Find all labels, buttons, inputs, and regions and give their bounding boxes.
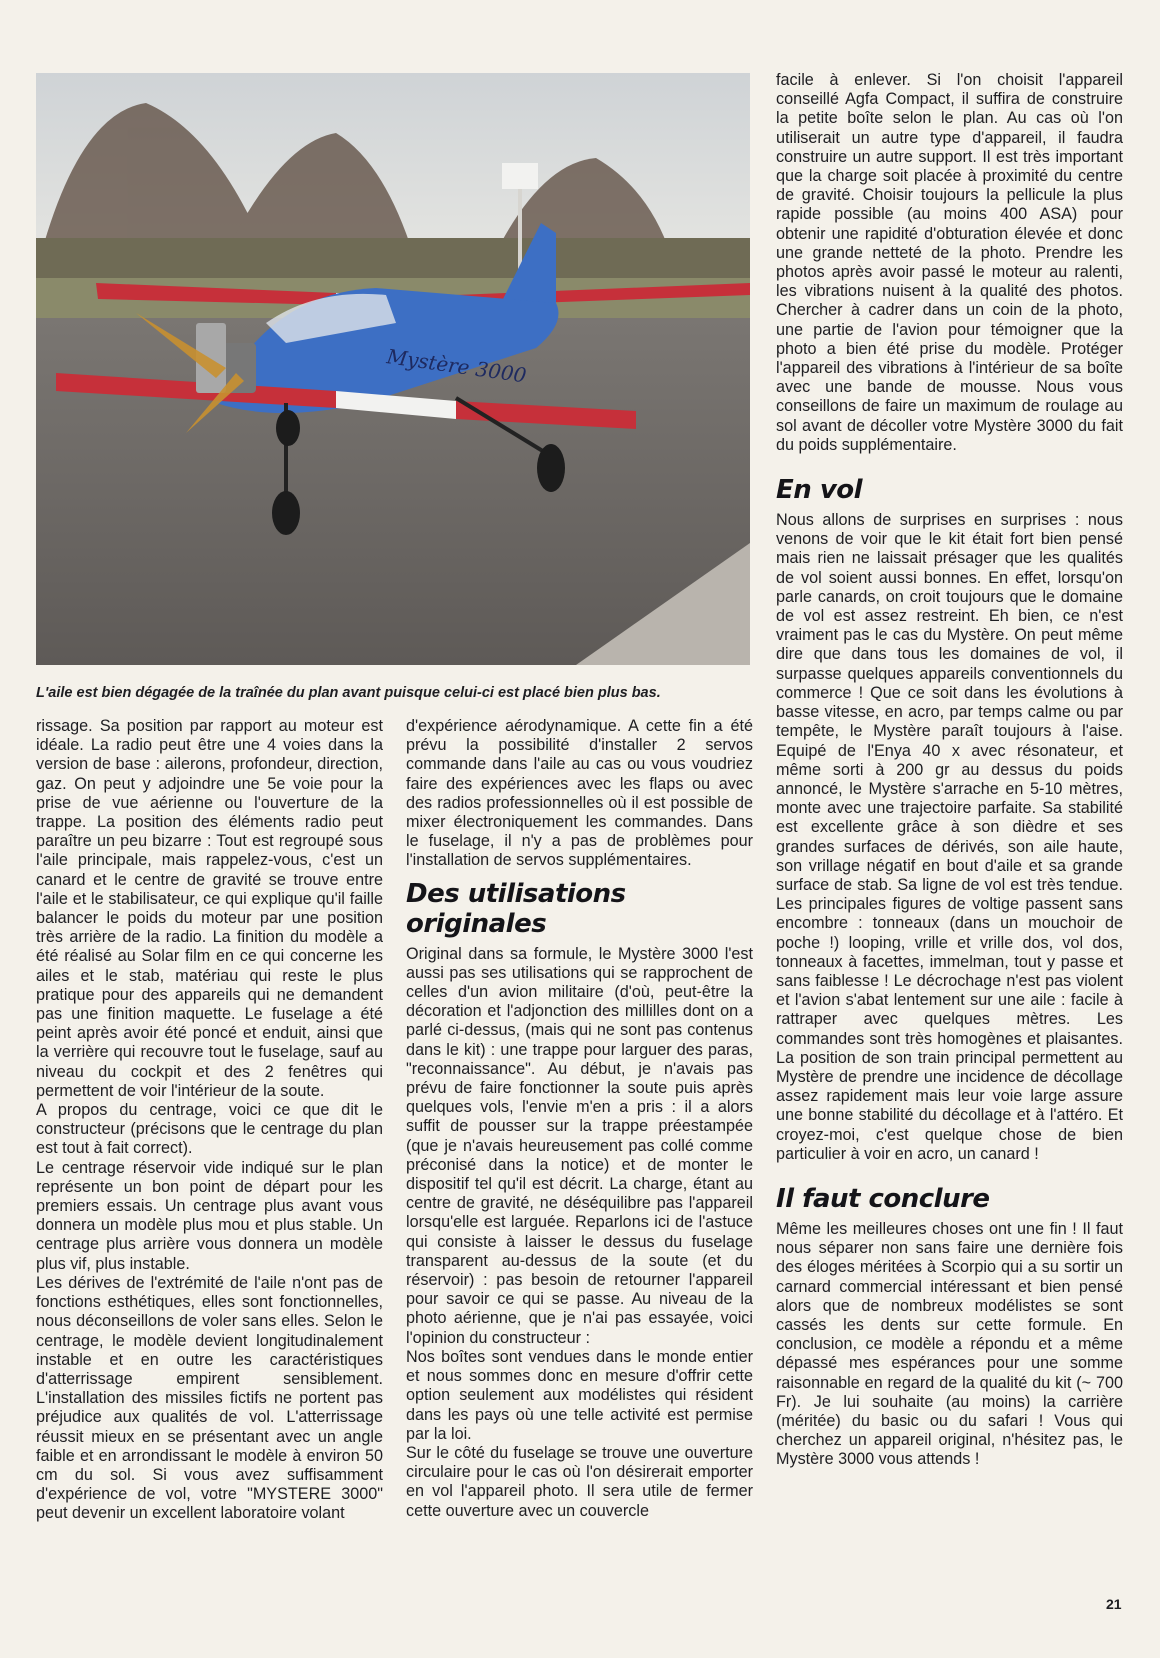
fuselage-logo-text: Mystère 3000 <box>385 344 528 388</box>
paragraph: Les dérives de l'extrémité de l'aile n'ont pas de fonctions esthétiques, elles sont fonctionnelles, nous déconseillons de voler sans elles. Selon le centrage, le modèle devient longitudinalement instable et en outre les caractéristiques d'atterrissage empirent sensiblement. L'installation des missiles fictifs ne portent pas préjudice aux qualités de vol. L'atterrissage réussit mieux en se présentant avec un angle faible et en arrondissant le modèle à environ 50 cm du sol. Si vous avez suffisamment d'expérience de vol, votre "MYSTERE 3000" peut devenir un excellent laboratoire volant <box>36 1273 383 1523</box>
paragraph: Sur le côté du fuselage se trouve une ouverture circulaire pour le cas où l'on désirerait emporter en vol l'appareil photo. Il sera utile de fermer cette ouverture avec un couvercle <box>406 1443 753 1520</box>
article-photo-rc-plane <box>36 73 750 665</box>
text-column-1 <box>36 717 383 1524</box>
section-heading: Il faut conclure <box>776 1183 990 1214</box>
text-column-2 <box>406 717 753 1521</box>
paragraph: A propos du centrage, voici ce que dit le constructeur (précisons que le centrage du plan est tout à fait correct). <box>36 1101 383 1158</box>
photo-caption: L'aile est bien dégagée de la traînée du plan avant puisque celui-ci est placé bien plus bas. <box>36 685 661 701</box>
paragraph: Même les meilleures choses ont une fin ! Il faut nous séparer non sans faire une dernière fois des éloges méritées à Scorpio qui a su sortir un carnard commercial intéressant et bien pensé alors que de nombreux modélistes se sont cassés les dents sur cette formule. En conclusion, ce modèle a répondu et a même dépassé mes espérances pour une somme raisonnable en regard de la qualité du kit (~ 700 Fr). Je lui souhaite (au moins) la carrière (méritée) du basic ou du safari ! Vous qui cherchez un appareil original, n'hésitez pas, le Mystère 3000 vous attends ! <box>776 1219 1123 1469</box>
paragraph: d'expérience aérodynamique. A cette fin a été prévu la possibilité d'installer 2 servos commande dans l'aile au cas ou vous voudriez faire des expériences avec les flaps ou avec des radios professionnelles où il est possible de mixer électroniquement les commandes. Dans le fuselage, il n'y a pas de problèmes pour l'installation de servos supplémentaires. <box>406 717 753 870</box>
text-column-3 <box>776 71 1123 1470</box>
page-number: 21 <box>1106 1596 1122 1612</box>
paragraph: rissage. Sa position par rapport au moteur est idéale. La radio peut être une 4 voies dans la version de base : ailerons, profondeur, direction, gaz. On peut y adjoindre une 5e voie pour la prise de vue aérienne ou l'ouverture de la trappe. La position des éléments radio peut paraître un peu bizarre : Tout est regroupé sous l'aile principale, mais rappelez-vous, c'est un canard et le centre de gravité se trouve entre l'aile et le stabilisateur, ce qui explique qu'il faille balancer le poids du moteur par une position très arrière de la radio. La finition du modèle a été réalisé au Solar film en ce qui concerne les ailes et le stab, matériau qui reste le plus pratique pour des appareils qui ne demandent pas une finition maquette. Le fuselage a été peint après avoir été poncé et enduit, ainsi que la verrière qui recouvre tout le fuselage, sauf au niveau du cockpit et des 2 fenêtres qui permettent de voir l'intérieur de la soute. <box>36 717 383 1100</box>
section-heading: Des utilisations originales <box>406 878 626 939</box>
section-heading: En vol <box>776 475 863 506</box>
paragraph: Original dans sa formule, le Mystère 3000 l'est aussi pas ses utilisations qui se rapprochent de celles d'un avion militaire (d'où, peut-être la décoration et l'adjonction des millilles dont on a parlé ci-dessus, (mais qui ne sont pas contenus dans le kit) : une trappe pour larguer des paras, "reconnaissance". Au début, je n'avais pas prévu de faire fonctionner la soute puis après quelques vols, l'envie m'en a pris : il a alors suffit de pousser sur la trappe préestampée (que je n'avais heureusement pas collé comme préconisé dans la notice) et de monter le dispositif tel qu'il est décrit. La charge, étant au centre de gravité, ne déséquilibre pas l'appareil lorsqu'elle est larguée. Reparlons ici de l'astuce qui consiste à laisser le dessus du fuselage transparent au-dessus de la soute (et du réservoir) : pas besoin de retourner l'appareil pour savoir ce qui se passe. Au niveau de la photo aérienne, que je n'ai pas essayée, voici l'opinion du constructeur : <box>406 944 753 1347</box>
paragraph: Nous allons de surprises en surprises : nous venons de voir que le kit était fort bien pensé mais rien ne laissait présager que les qualités de vol soient aussi bonnes. En effet, lorsqu'on parle canards, on croit toujours que le domaine de vol est assez restreint. Eh bien, ce n'est vraiment pas le cas du Mystère. On peut même dire que dans tous les domaines de vol, il surpasse quelques appareils conventionnels du commerce ! Que ce soit dans les évolutions à basse vitesse, en acro, par temps calme ou par tempête, le Mystère paraît toujours à l'aise. Equipé de l'Enya 40 x avec résonateur, et même sorti à 200 gr au dessus du poids annoncé, le Mystère s'arrache en 5-10 mètres, monte avec une trajectoire parfaite. Sa stabilité est excellente grâce à son dièdre et ses grandes surfaces de dérivés, son aile haute, son vrillage négatif en bout d'aile et sa grande surface de stab. Sa ligne de vol est très tendue. Les principales figures de voltige passent sans encombre : tonneaux (dans un mouchoir de poche !) looping, vrille et vrille dos, vol dos, tonneaux à facettes, immelman, tout y passe et sans faiblesse ! Le décrochage n'est pas violent et l'avion s'abat lentement sur une aile : facile à rattraper avec quelques mètres. Les commandes sont très homogènes et plaisantes. La position de son train principal permettent au Mystère de prendre une incidence de décollage assez rapidement mais leur voie large assure une bonne stabilité du décollage et à l'attéro. Et croyez-moi, c'est quelque chose de bien particulier à voir en acro, un canard ! <box>776 511 1123 1163</box>
paragraph: Nos boîtes sont vendues dans le monde entier et nous sommes donc en mesure d'offrir cette option seulement aux modélistes qui résident dans les pays où une telle activité est permise par la loi. <box>406 1347 753 1443</box>
paragraph: facile à enlever. Si l'on choisit l'appareil conseillé Agfa Compact, il suffira de construire la petite boîte selon le plan. Au cas où l'on utiliserait un autre type d'appareil, il faudra construire un autre support. Il est très important que la charge soit placée à proximité du centre de gravité. Choisir toujours la pellicule la plus rapide possible (au moins 400 ASA) pour obtenir une rapidité d'obturation élevée et donc une grande netteté de la photo. Prendre les photos après avoir passé le moteur au ralenti, les vibrations nuisent à la qualité des photos. Chercher à cadrer dans un coin de la photo, une partie de l'avion pour témoigner que la photo a bien été prise du modèle. Protéger l'appareil des vibrations à l'intérieur de sa boîte avec une bande de mousse. Nous vous conseillons de faire un maximum de roulage au sol avant de décoller votre Mystère 3000 du fait du poids supplémentaire. <box>776 71 1123 454</box>
paragraph: Le centrage réservoir vide indiqué sur le plan représente un bon point de départ pour les premiers essais. Un centrage plus avant vous donnera un modèle plus mou et plus stable. Un centrage plus arrière vous donnera un modèle plus vif, plus instable. <box>36 1158 383 1273</box>
